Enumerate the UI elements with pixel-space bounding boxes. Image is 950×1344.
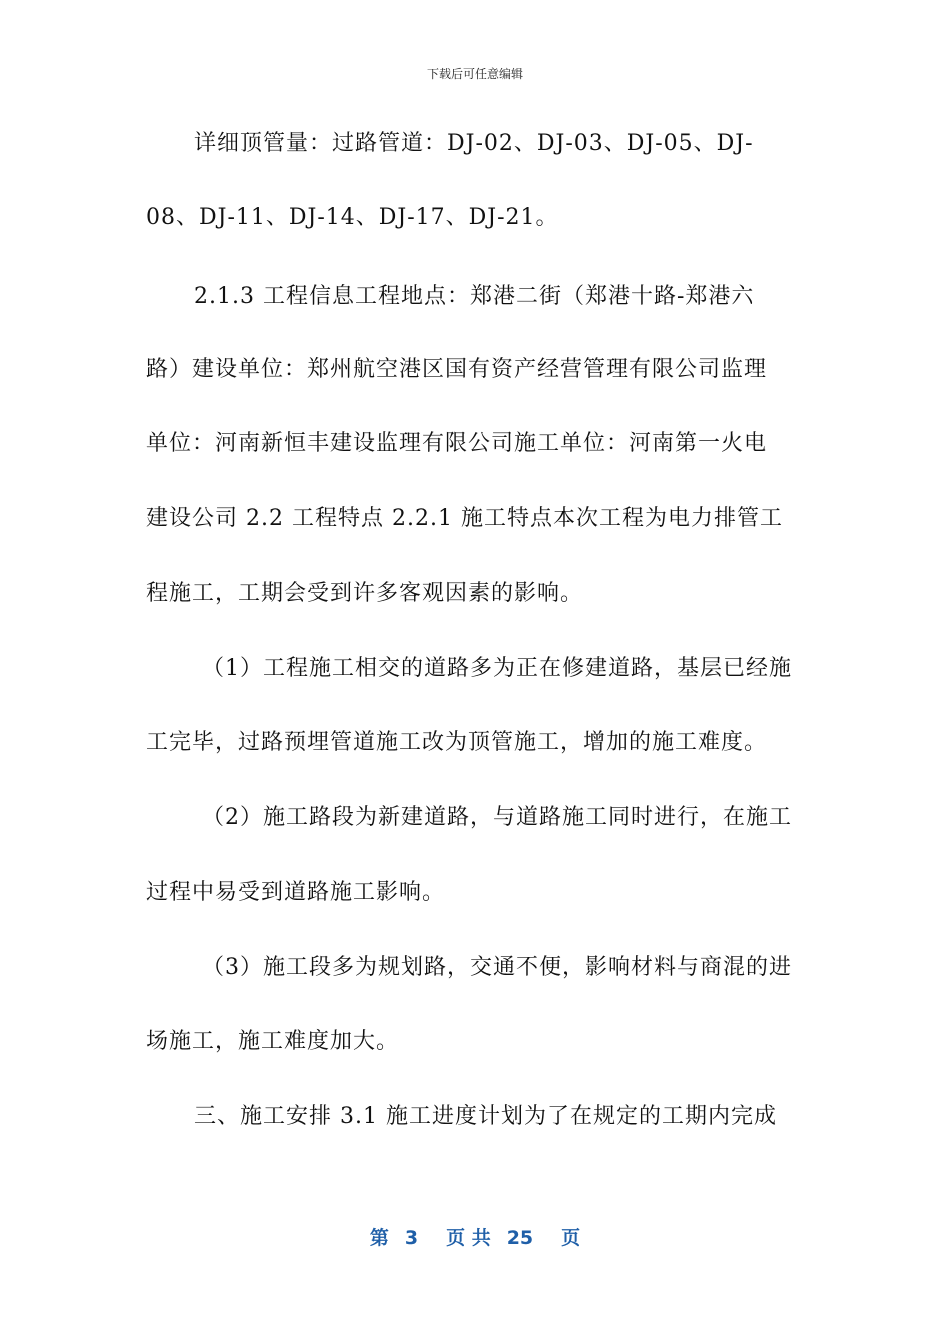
page-footer — [0, 1226, 950, 1250]
paragraph-line: 08、DJ-11、DJ-14、DJ-17、DJ-21。 — [146, 205, 559, 230]
paragraph-line: 过程中易受到道路施工影响。 — [146, 880, 446, 905]
paragraph-line: （3）施工段多为规划路，交通不便，影响材料与商混的进 — [202, 955, 792, 980]
paragraph-line: 工完毕，过路预埋管道施工改为顶管施工，增加的施工难度。 — [146, 730, 768, 755]
footer-total-pages: 25 — [506, 1227, 534, 1249]
footer-ye-gong: 页 共 — [446, 1227, 491, 1249]
page-header — [0, 66, 950, 82]
footer-di: 第 — [369, 1227, 389, 1249]
paragraph-line: 建设公司 2.2 工程特点 2.2.1 施工特点本次工程为电力排管工 — [146, 506, 783, 531]
footer-current-page: 3 — [404, 1227, 419, 1249]
paragraph-line: 场施工，施工难度加大。 — [146, 1029, 400, 1054]
paragraph-line: （2）施工路段为新建道路，与道路施工同时进行，在施工 — [202, 805, 792, 830]
paragraph-line: 路）建设单位：郑州航空港区国有资产经营管理有限公司监理 — [146, 357, 768, 382]
paragraph-line: 三、施工安排 3.1 施工进度计划为了在规定的工期内完成 — [194, 1104, 777, 1129]
paragraph-line: （1）工程施工相交的道路多为正在修建道路，基层已经施 — [202, 656, 792, 681]
paragraph-line: 单位：河南新恒丰建设监理有限公司施工单位：河南第一火电 — [146, 431, 768, 456]
paragraph-line: 详细顶管量：过路管道：DJ-02、DJ-03、DJ-05、DJ- — [194, 131, 754, 156]
paragraph-line: 2.1.3 工程信息工程地点：郑港二街（郑港十路-郑港六 — [194, 284, 755, 309]
footer-ye: 页 — [561, 1227, 581, 1249]
paragraph-line: 程施工，工期会受到许多客观因素的影响。 — [146, 581, 584, 606]
header-note: 下载后可任意编辑 — [426, 67, 523, 81]
